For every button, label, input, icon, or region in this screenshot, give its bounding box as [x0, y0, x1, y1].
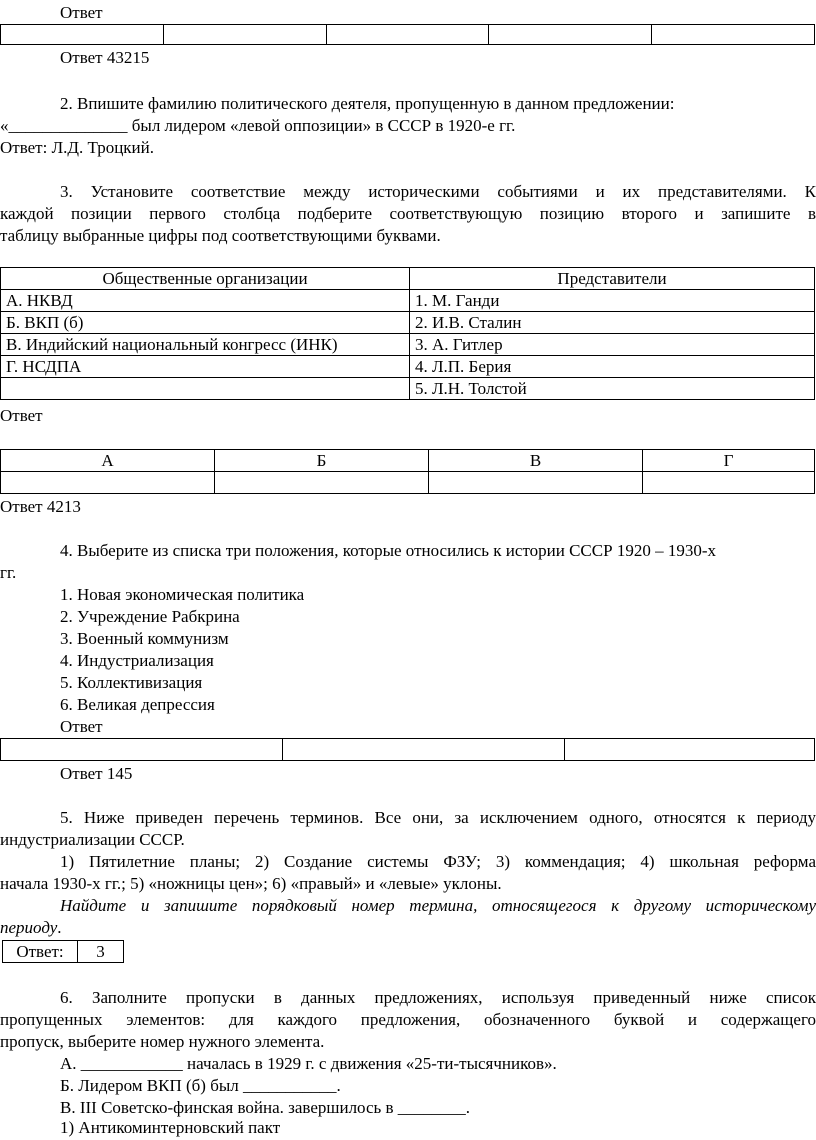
q1-answer-label: Ответ	[60, 3, 103, 22]
q3-answer-cell[interactable]	[643, 472, 815, 494]
q4-answer-cell[interactable]	[283, 739, 565, 761]
q1-answer-cell[interactable]	[1, 25, 164, 45]
q2-question-line: «______________ был лидером «левой оппозиции» в СССР в 1920-е гг.	[0, 116, 516, 135]
q4-answer-label: Ответ	[60, 717, 103, 736]
q4-question-line: гг.	[0, 563, 17, 582]
q1-answer-table	[0, 24, 815, 45]
q4-list-item: 1. Новая экономическая политика	[60, 585, 305, 604]
q3-row-right: 5. Л.Н. Толстой	[410, 378, 815, 400]
q4-list-item: 4. Индустриализация	[60, 651, 214, 670]
q3-answer-cell[interactable]	[1, 472, 215, 494]
q1-answer-cell[interactable]	[652, 25, 815, 45]
q3-row-right: 1. М. Ганди	[410, 290, 815, 312]
q3-question-line: таблицу выбранные цифры под соответствующими буквами.	[0, 226, 441, 245]
q4-answer-text: Ответ 145	[60, 764, 133, 783]
q4-question-line: 4. Выберите из списка три положения, которые относились к истории СССР 1920 – 1930-х	[60, 541, 716, 560]
q3-header-organizations: Общественные организации	[1, 268, 410, 290]
q4-answer-cell[interactable]	[1, 739, 283, 761]
q2-answer: Ответ: Л.Д. Троцкий.	[0, 138, 154, 157]
q4-list-item: 5. Коллективизация	[60, 673, 203, 692]
q3-letter-v: В	[429, 450, 643, 472]
q6-question-line: пропущенных элементов: для каждого предложения, обозначенного буквой и содержащего	[0, 1010, 816, 1029]
q1-answer-cell[interactable]	[163, 25, 326, 45]
q6-question-line: пропуск, выберите номер нужного элемента.	[0, 1032, 325, 1051]
q3-answer-cell[interactable]	[429, 472, 643, 494]
q3-row-left: Г. НСДПА	[1, 356, 410, 378]
q6-sentence-b: Б. Лидером ВКП (б) был ___________.	[60, 1076, 341, 1095]
q5-answer-box	[2, 940, 124, 963]
q3-row-left	[1, 378, 410, 400]
q4-answer-cell[interactable]	[565, 739, 815, 761]
q5-instruction: периоду	[0, 918, 58, 937]
q3-row-left: А. НКВД	[1, 290, 410, 312]
q5-terms-line: 1) Пятилетние планы; 2) Создание системы ФЗУ; 3) коммендация; 4) школьная реформа	[60, 852, 816, 871]
q3-matching-table	[0, 267, 815, 400]
q3-header-representatives: Представители	[410, 268, 815, 290]
q6-list-item: 1) Антикоминтерновский пакт	[60, 1118, 281, 1137]
q3-question-line: каждой позиции первого столбца подберите соответствующую позицию второго и запишите в	[0, 204, 816, 223]
q6-sentence-a: А. ____________ началась в 1929 г. с движения «25-ти-тысячников».	[60, 1054, 557, 1073]
q3-answer-text: Ответ 4213	[0, 497, 81, 516]
q5-question-line: индустриализации СССР.	[0, 830, 185, 849]
q3-row-right: 4. Л.П. Берия	[410, 356, 815, 378]
q1-answer-cell[interactable]	[326, 25, 489, 45]
q2-question-line: 2. Впишите фамилию политического деятеля, пропущенную в данном предложении:	[60, 94, 675, 113]
q3-answer-label: Ответ	[0, 406, 43, 425]
q5-instruction-dot: .	[57, 918, 62, 937]
q5-question-line: 5. Ниже приведен перечень терминов. Все они, за исключением одного, относятся к периоду	[60, 808, 816, 827]
q5-answer-label: Ответ:	[3, 941, 78, 963]
q4-list-item: 6. Великая депрессия	[60, 695, 215, 714]
q3-row-right: 2. И.В. Сталин	[410, 312, 815, 334]
q3-row-right: 3. А. Гитлер	[410, 334, 815, 356]
q5-instruction: Найдите и запишите порядковый номер термина, относящегося к другому историческому	[60, 896, 816, 915]
q3-letter-a: А	[1, 450, 215, 472]
q3-letter-b: Б	[215, 450, 429, 472]
q3-row-left: Б. ВКП (б)	[1, 312, 410, 334]
q4-list-item: 2. Учреждение Рабкрина	[60, 607, 240, 626]
q4-answer-table	[0, 738, 815, 761]
q3-question-line: 3. Установите соответствие между историческими событиями и их представителями. К	[60, 182, 816, 201]
q1-answer-text: Ответ 43215	[60, 48, 150, 67]
q1-answer-cell[interactable]	[489, 25, 652, 45]
q6-question-line: 6. Заполните пропуски в данных предложениях, используя приведенный ниже список	[60, 988, 816, 1007]
q3-answer-table	[0, 449, 815, 494]
q6-sentence-v: В. III Советско-финская война. завершилось в ________.	[60, 1098, 471, 1117]
q3-row-left: В. Индийский национальный конгресс (ИНК)	[1, 334, 410, 356]
q3-answer-cell[interactable]	[215, 472, 429, 494]
q5-terms-line: начала 1930-х гг.; 5) «ножницы цен»; 6) «правый» и «левые» уклоны.	[0, 874, 502, 893]
q5-answer-value[interactable]: 3	[78, 941, 124, 963]
q3-letter-g: Г	[643, 450, 815, 472]
q4-list-item: 3. Военный коммунизм	[60, 629, 229, 648]
